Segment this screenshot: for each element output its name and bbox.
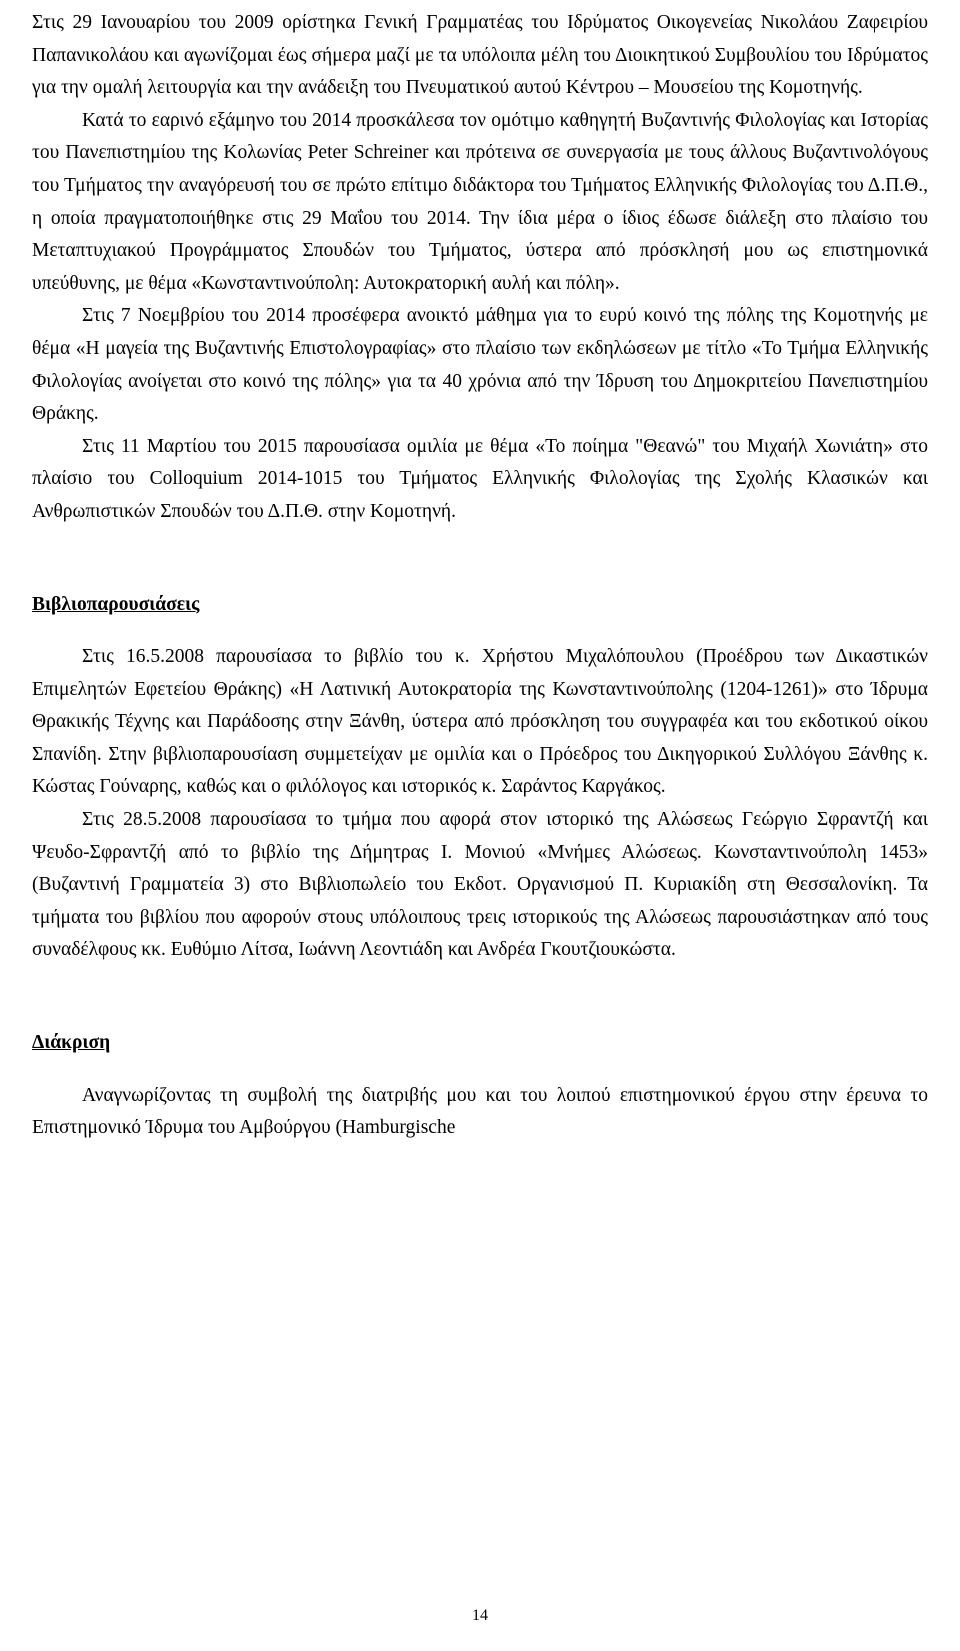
paragraph-schreiner-honorary: Κατά το εαρινό εξάμηνο του 2014 προσκάλεσα τον ομότιμο καθηγητή Βυζαντινής Φιλολογίας και Ιστορίας του Πανεπιστημίου της Κολωνίας Peter Schreiner και πρότεινα σε συνεργασία με τους άλλους Βυζαντινολόγους του Τμήματος την αναγόρευσή του σε πρώτο επίτιμο διδάκτορα του Τμήματος Ελληνικής Φιλολογίας του Δ.Π.Θ., η οποία πραγματοποιήθηκε στις 29 Μαΐου του 2014. Την ίδια μέρα ο ίδιος έδωσε διάλεξη στο πλαίσιο του Μεταπτυχιακού Προγράμματος Σπουδών του Τμήματος, ύστερα από πρόσκλησή μου ως επιστημονικά υπεύθυνης, με θέμα «Κωνσταντινούπολη: Αυτοκρατορική αυλή και πόλη». xyxy=(32,109,928,294)
spacer xyxy=(32,967,928,1027)
paragraph-foundation-secretary: Στις 29 Ιανουαρίου του 2009 ορίστηκα Γενική Γραμματέας του Ιδρύματος Οικογενείας Νικολάου Ζαφειρίου Παπανικολάου και αγωνίζομαι έως σήμερα μαζί με τα υπόλοιπα μέλη του Διοικητικού Συμβουλίου του Ιδρύματος για την ομαλή λειτουργία και την ανάδειξη του Πνευματικού αυτού Κέντρου – Μουσείου της Κομοτηνής. xyxy=(32,12,928,99)
spacer xyxy=(32,529,928,589)
heading-distinction: Διάκριση xyxy=(32,1032,111,1054)
paragraph-distinction: Αναγνωρίζοντας τη συμβολή της διατριβής μου και του λοιπού επιστημονικού έργου στην έρευνα το Επιστημονικό Ίδρυμα του Αμβούργου (Hamburgische xyxy=(32,1084,928,1139)
paragraph-book-presentation-2: Στις 28.5.2008 παρουσίασα το τμήμα που αφορά στον ιστορικό της Αλώσεως Γεώργιο Σφραντζή και Ψευδο-Σφραντζή από το βιβλίο της Δήμητρας Ι. Μονιού «Μνήμες Αλώσεως. Κωνσταντινούπολη 1453» (Βυζαντινή Γραμματεία 3) στο Βιβλιοπωλείο του Εκδοτ. Οργανισμού Π. Κυριακίδη στη Θεσσαλονίκη. Τα τμήματα του βιβλίου που αφορούν στους υπόλοιπους τρεις ιστορικούς της Αλώσεως παρουσιάστηκαν από τους συναδέλφους κκ. Ευθύμιο Λίτσα, Ιωάννη Λεοντιάδη και Ανδρέα Γκουτζιουκώστα. xyxy=(32,809,928,961)
paragraph-colloquium-talk: Στις 11 Μαρτίου του 2015 παρουσίασα ομιλία με θέμα «Το ποίημα "Θεανώ" του Μιχαήλ Χωνιάτη» στο πλαίσιο του Colloquium 2014-1015 του Τμήματος Ελληνικής Φιλολογίας της Σχολής Κλασικών και Ανθρωπιστικών Σπουδών του Δ.Π.Θ. στην Κομοτηνή. xyxy=(32,435,928,522)
document-page xyxy=(32,0,928,1145)
paragraph-book-presentation-1: Στις 16.5.2008 παρουσίασα το βιβλίο του κ. Χρήστου Μιχαλόπουλου (Προέδρου των Δικαστικών Επιμελητών Εφετείου Θράκης) «Η Λατινική Αυτοκρατορία της Κωνσταντινούπολης (1204-1261)» στο Ίδρυμα Θρακικής Τέχνης και Παράδοσης στην Ξάνθη, ύστερα από πρόσκληση του συγγραφέα και του εκδοτικού οίκου Σπανίδη. Στην βιβλιοπαρουσίαση συμμετείχαν με ομιλία και ο Πρόεδρος του Δικηγορικού Συλλόγου Ξάνθης κ. Κώστας Γούναρης, καθώς και ο φιλόλογος και ιστορικός κ. Σαράντος Καργάκος. xyxy=(32,646,928,798)
page-number: 14 xyxy=(472,1607,488,1624)
spacer xyxy=(32,621,928,641)
heading-book-presentations: Βιβλιοπαρουσιάσεις xyxy=(32,593,200,615)
spacer xyxy=(32,1060,928,1080)
paragraph-open-lecture: Στις 7 Νοεμβρίου του 2014 προσέφερα ανοικτό μάθημα για το ευρύ κοινό της πόλης της Κομοτηνής με θέμα «Η μαγεία της Βυζαντινής Επιστολογραφίας» στο πλαίσιο των εκδηλώσεων με τίτλο «Το Τμήμα Ελληνικής Φιλολογίας ανοίγεται στο κοινό της πόλης» για τα 40 χρόνια από την Ίδρυση του Δημοκριτείου Πανεπιστημίου Θράκης. xyxy=(32,305,928,425)
